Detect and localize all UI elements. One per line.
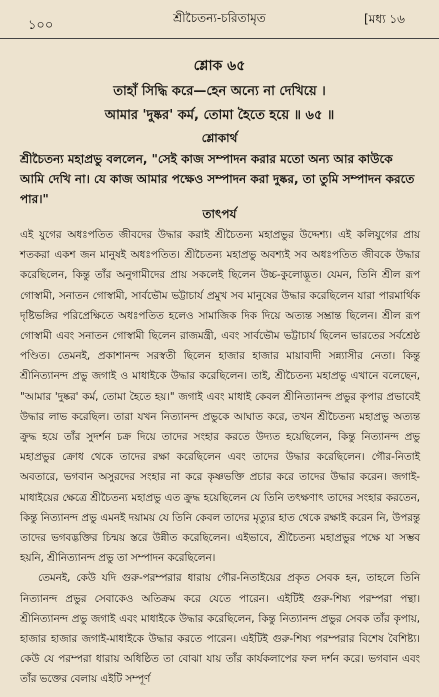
verse-line-1: তাহাঁ সিদ্ধি করে—হেন অন্যে না দেখিয়ে । [113,84,326,99]
translation-text: শ্রীচৈতন্য মহাপ্রভু বললেন, "সেই কাজ সম্পাদন করার মতো অন্য আর কাউকে আমি দেখি না। যে কাজ আমার পক্ষেও সম্পাদন করা দুষ্কর, তা তুমি সম্পাদন করতে পার।" [20,152,415,206]
page-header [0,0,439,39]
chapter-reference: [মধ্য ১৬ [364,12,405,26]
translation-heading: শ্লোকার্থ [201,131,238,145]
verse-heading: শ্লোক ৬৫ [193,58,246,74]
purport-paragraph-2: তেমনই, কেউ যদি গুরু-পরম্পরার ধারায় গৌর-নিতাইয়ের প্রকৃত সেবক হন, তাহলে তিনি নিত্যানন্দ প্রভুর সেবাকেও অতিক্রম করে যেতে পারেন। এইটিই গুরু-শিষ্য পরম্পরা পন্থা। শ্রীনিত্যানন্দ প্রভু জগাই এবং মাধাইকে উদ্ধার করেছিলেন, কিন্তু নিত্যানন্দ প্রভুর সেবক তাঁর কৃপায়, হাজার হাজার জগাই-মাধাইকে উদ্ধার করতে পারেন। এইটিই গুরু-শিষ্য পরম্পরার বিশেষ বৈশিষ্ট্য। কেউ যে পরম্পরা ধারায় অধিষ্ঠিত তা বোঝা যায় তাঁর কার্যকলাপের ফল দর্শন করে। ভগবান এবং তাঁর ভক্তের বেলায় এইটি সম্পূর্ণ [20,572,420,686]
purport-body [20,225,420,690]
purport-heading: তাৎপর্য [202,207,237,221]
page-number: ১০০ [28,18,54,33]
purport-paragraph-1: এই যুগের অধঃপতিত জীবদের উদ্ধার করাই শ্রীচৈতন্য মহাপ্রভুর উদ্দেশ্য। এই কলিযুগের প্রায় শতকরা একশ জন মানুষই অধঃপতিত। শ্রীচৈতন্য মহাপ্রভু অবশ্যই সব অধঃপতিত জীবকে উদ্ধার করেছিলেন, কিন্তু তাঁর অনুগামীদের প্রায় সকলেই ছিলেন উচ্চ-কুলোদ্ভূত। যেমন, তিনি শ্রীল রূপ গোস্বামী, সনাতন গোস্বামী, সার্বভৌম ভট্টাচার্য প্রমুখ সব মানুষের উদ্ধার করেছিলেন যারা পারমার্থিক দৃষ্টিভঙ্গির পরিপ্রেক্ষিতে অধঃপতিত হলেও সামাজিক দিক দিয়ে অত্যন্ত সম্ভ্রান্ত ছিলেন। শ্রীল রূপ গোস্বামী এবং সনাতন গোস্বামী ছিলেন রাজমন্ত্রী, এবং সার্বভৌম ভট্টাচার্য ছিলেন ভারতের সর্বশ্রেষ্ঠ পণ্ডিত। তেমনই, প্রকাশানন্দ সরস্বতী ছিলেন হাজার হাজার মায়াবাদী সন্ন্যাসীর নেতা। কিন্তু শ্রীনিত্যানন্দ প্রভু জগাই ও মাধাইকে উদ্ধার করেছিলেন। তাই, শ্রীচৈতন্য মহাপ্রভু এখানে বলেছেন, "আমার 'দুষ্কর' কর্ম, তোমা হৈতে হয়।" জগাই এবং মাধাই কেবল শ্রীনিত্যানন্দ প্রভুর কৃপার প্রভাবেই উদ্ধার লাভ করেছিল। তারা যখন নিত্যানন্দ প্রভুকে আঘাত করে, তখন শ্রীচৈতন্য মহাপ্রভু অত্যন্ত ক্রুদ্ধ হয়ে তাঁর সুদর্শন চক্র দিয়ে তাদের সংহার করতে উদ্যত হয়েছিলেন, কিন্তু নিত্যানন্দ প্রভু মহাপ্রভুর ক্রোধ থেকে তাদের রক্ষা করেছিলেন এবং তাদের উদ্ধার করেছিলেন। গৌর-নিতাই অবতারে, ভগবান অসুরদের সংহার না করে কৃষ্ণভক্তি প্রচার করে তাদের উদ্ধার করেন। জগাই-মাধাইয়ের ক্ষেত্রে শ্রীচৈতন্য মহাপ্রভু এত ক্রুদ্ধ হয়েছিলেন যে তিনি তৎক্ষণাৎ তাদের সংহার করতেন, কিন্তু নিত্যানন্দ প্রভু এমনই দয়াময় যে তিনি কেবল তাদের মৃত্যুর হাত থেকে রক্ষাই করেন নি, উপরন্তু তাদের ভগবদ্ভক্তির চিন্ময় স্তরে উন্নীত করেছিলেন। এইভাবে, শ্রীচৈতন্য মহাপ্রভুর পক্ষে যা সম্ভব হয়নি, শ্রীনিত্যানন্দ প্রভু তা সম্পাদন করেছিলেন। [20,229,420,565]
running-title: শ্রীচৈতন্য-চরিতামৃত [173,11,266,25]
verse-line-2: আমার 'দুষ্কর' কর্ম, তোমা হৈতে হয়ে ॥ ৬৫ ॥ [104,108,335,123]
